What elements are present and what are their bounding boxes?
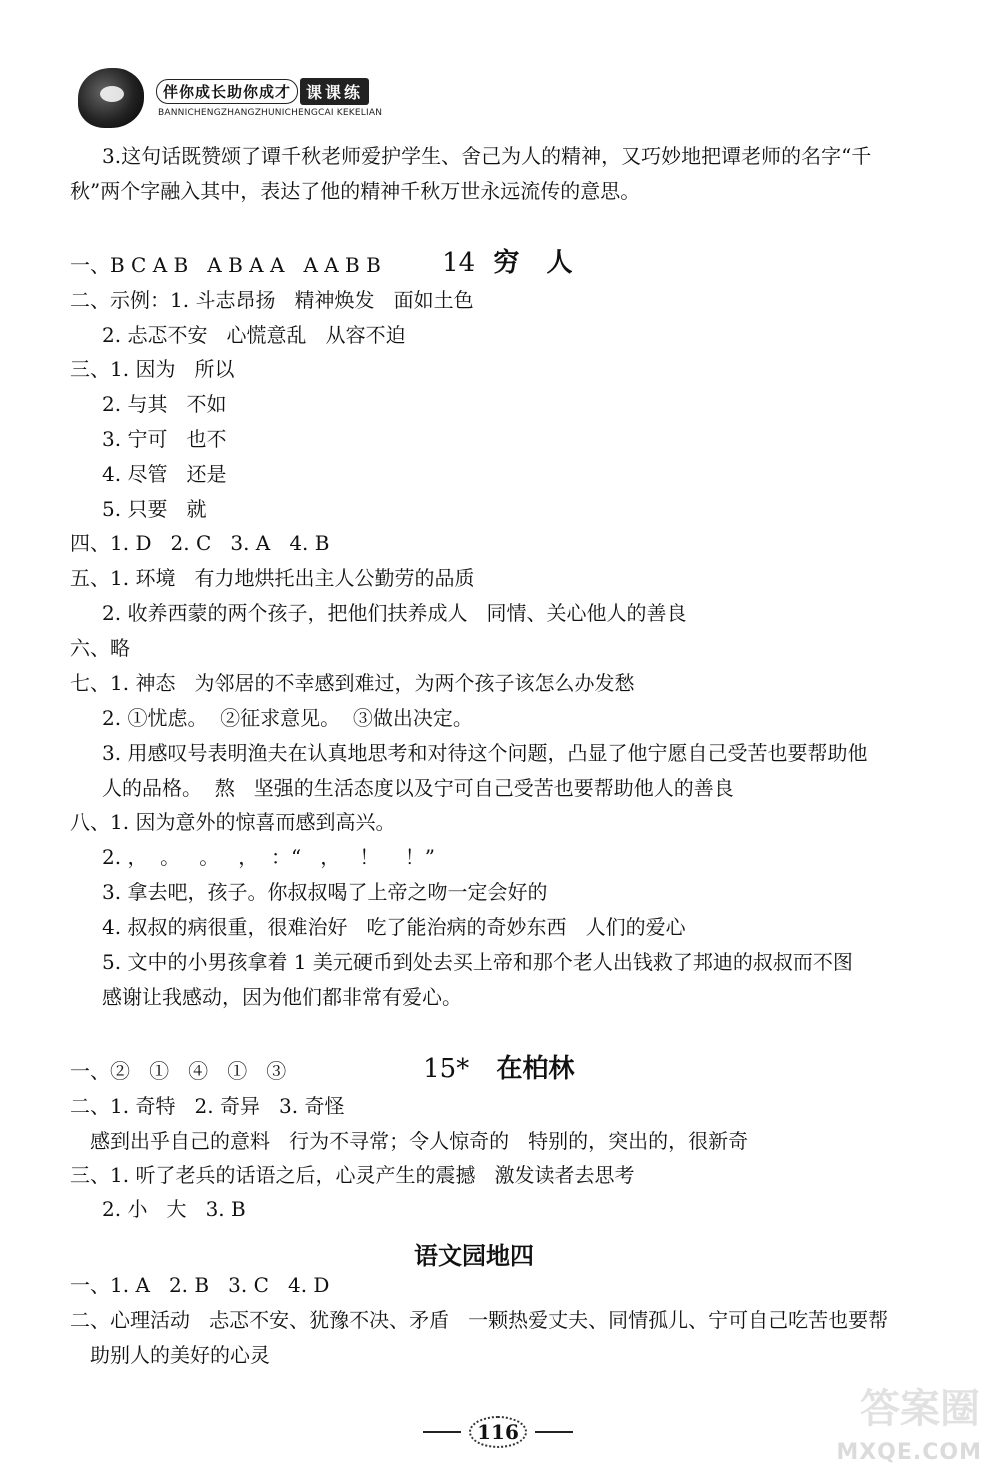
text-line: 人的品格。 熬 坚强的生活态度以及宁可自己受苦也要帮助他人的善良 — [102, 776, 734, 800]
text-line: 七、1. 神态 为邻居的不幸感到难过，为两个孩子该怎么办发愁 — [70, 671, 635, 695]
text-line: 一、B C A B A B A A A A B B — [70, 253, 381, 277]
divider — [423, 1431, 461, 1433]
slogan-text: 伴你成长助你成才 — [156, 79, 298, 104]
header-slogan — [156, 78, 369, 104]
text-line: 2. ①忧虑。 ②征求意见。 ③做出决定。 — [102, 706, 473, 730]
divider — [535, 1431, 573, 1433]
text-line: 感到出乎自己的意料 行为不寻常；令人惊奇的 特别的，突出的，很新奇 — [90, 1129, 749, 1153]
text-line: 2. 小 大 3. B — [102, 1197, 246, 1221]
text-line: 4. 叔叔的病很重，很难治好 吃了能治病的奇妙东西 人们的爱心 — [102, 915, 686, 939]
text-line: 秋”两个字融入其中，表达了他的精神千秋万世永远流传的意思。 — [70, 179, 641, 203]
text-line: 2. 与其 不如 — [102, 392, 227, 416]
text-line: 感谢让我感动，因为他们都非常有爱心。 — [102, 985, 462, 1009]
text-line: 3. 拿去吧，孩子。你叔叔喝了上帝之吻一定会好的 — [102, 880, 548, 904]
text-line: 3.这句话既赞颂了谭千秋老师爱护学生、舍己为人的精神，又巧妙地把谭老师的名字“千 — [102, 144, 872, 168]
section-title-garden: 语文园地四 — [414, 1242, 534, 1270]
text-line: 二、示例：1. 斗志昂扬 精神焕发 面如土色 — [70, 288, 474, 312]
text-line: 2. ， 。 。 ， ：“ ， ！ ！” — [102, 845, 436, 869]
header-pinyin: BANNICHENGZHANGZHUNICHENGCAI KEKELIAN — [158, 108, 383, 118]
text-line: 四、1. D 2. C 3. A 4. B — [70, 531, 330, 555]
text-line: 二、心理活动 忐忑不安、犹豫不决、矛盾 一颗热爱丈夫、同情孤儿、宁可自己吃苦也要帮 — [70, 1308, 889, 1332]
text-line: 5. 文中的小男孩拿着 1 美元硬币到处去买上帝和那个老人出钱救了邦迪的叔叔而不图 — [102, 950, 853, 974]
text-line: 一、② ① ④ ① ③ — [70, 1059, 287, 1083]
text-line: 3. 宁可 也不 — [102, 427, 227, 451]
text-line: 三、1. 因为 所以 — [70, 357, 235, 381]
text-line: 5. 只要 就 — [102, 497, 207, 521]
brand-name: 课课练 — [300, 78, 369, 105]
book-header — [70, 62, 430, 134]
section-name: 穷 人 — [493, 248, 573, 278]
text-line: 2. 收养西蒙的两个孩子，把他们扶养成人 同情、关心他人的善良 — [102, 601, 687, 625]
watermark — [836, 1369, 990, 1469]
text-line: 五、1. 环境 有力地烘托出主人公勤劳的品质 — [70, 566, 475, 590]
section-name: 在柏林 — [496, 1054, 575, 1084]
text-line: 八、1. 因为意外的惊喜而感到高兴。 — [70, 810, 396, 834]
text-line: 助别人的美好的心灵 — [90, 1343, 270, 1367]
section-number: 14 — [442, 248, 476, 278]
watermark-url: MXQE.COM — [836, 1440, 982, 1465]
text-line: 2. 忐忑不安 心慌意乱 从容不迫 — [102, 323, 406, 347]
section-title-14 — [424, 212, 572, 279]
logo-icon — [78, 68, 144, 128]
text-line: 3. 用感叹号表明渔夫在认真地思考和对待这个问题，凸显了他宁愿自己受苦也要帮助他 — [102, 741, 868, 765]
text-line: 一、1. A 2. B 3. C 4. D — [70, 1273, 330, 1297]
text-line: 三、1. 听了老兵的话语之后，心灵产生的震撼 激发读者去思考 — [70, 1163, 635, 1187]
text-line: 二、1. 奇特 2. 奇异 3. 奇怪 — [70, 1094, 345, 1118]
page-number-footer — [418, 1412, 578, 1452]
text-line: 六、略 — [70, 636, 130, 660]
text-line: 4. 尽管 还是 — [102, 462, 227, 486]
page-number: 116 — [469, 1416, 527, 1448]
watermark-logo: 答案圈 — [860, 1386, 980, 1432]
section-title-15 — [405, 1018, 574, 1085]
section-number: 15* — [423, 1054, 470, 1084]
